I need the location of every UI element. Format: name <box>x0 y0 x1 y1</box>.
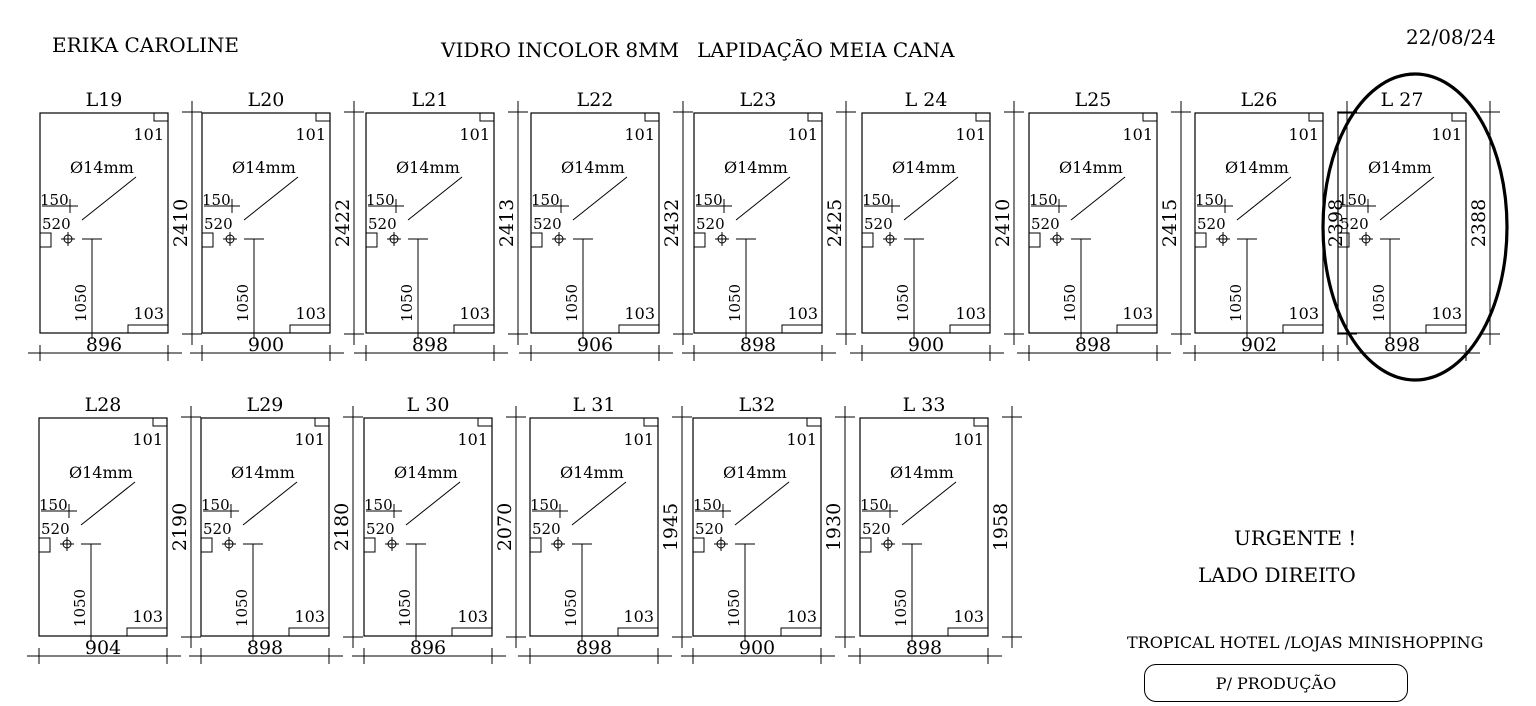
bottom-notch-label: 103 <box>1288 304 1319 323</box>
top-notch-label: 101 <box>787 125 818 144</box>
top-notch-label: 101 <box>133 125 164 144</box>
bottom-notch-label: 103 <box>457 607 488 626</box>
hole-offset-label: 150 <box>860 496 889 514</box>
hinge-height-label: 1050 <box>1227 283 1245 323</box>
panel-height: 2398 <box>1325 198 1347 248</box>
panel-label: L 33 <box>902 394 946 416</box>
top-notch-label: 101 <box>786 430 817 449</box>
top-notch <box>316 113 330 121</box>
panel-label: L 24 <box>904 89 948 111</box>
top-notch-label: 101 <box>953 430 984 449</box>
side-note: LADO DIREITO <box>1198 563 1356 587</box>
top-notch-label: 101 <box>624 125 655 144</box>
glass-spec <box>441 38 955 62</box>
panel-label: L29 <box>246 394 284 416</box>
hole-diameter-label: Ø14mm <box>723 463 787 482</box>
panel-height: 1930 <box>823 502 845 552</box>
hinge-height-label: 1050 <box>1061 283 1079 323</box>
hole-diameter-label: Ø14mm <box>892 158 956 177</box>
top-notch-label: 101 <box>1288 125 1319 144</box>
top-notch <box>644 418 658 426</box>
top-notch-label: 101 <box>459 125 490 144</box>
glass-panel <box>850 89 1024 361</box>
top-notch <box>1452 113 1466 121</box>
hole-offset-label: 150 <box>201 496 230 514</box>
panel-label: L23 <box>739 89 777 111</box>
hinge-height-label: 1050 <box>233 588 251 628</box>
hinge-cutout <box>1029 233 1040 247</box>
top-notch-label: 101 <box>295 125 326 144</box>
hole-leader-line <box>408 177 462 220</box>
panel-width: 898 <box>905 637 943 659</box>
hole-diameter-label: Ø14mm <box>394 463 458 482</box>
hinge-height-label: 1050 <box>563 283 581 323</box>
panel-label: L22 <box>576 89 614 111</box>
panel-height: 1958 <box>990 502 1012 552</box>
panel-label: L32 <box>738 394 776 416</box>
bottom-notch <box>128 325 168 333</box>
bottom-notch-label: 103 <box>955 304 986 323</box>
panel-height: 2410 <box>170 198 192 248</box>
top-notch <box>807 418 821 426</box>
hinge-height-label: 1050 <box>396 588 414 628</box>
hinge-height-label: 1050 <box>726 283 744 323</box>
hinge-cutout <box>862 233 873 247</box>
hole-height-label: 520 <box>204 215 233 233</box>
panel-width: 896 <box>85 334 123 356</box>
hole-offset-label: 150 <box>1338 191 1367 209</box>
hole-diameter-label: Ø14mm <box>232 158 296 177</box>
glass-panel <box>190 89 364 361</box>
hole-offset-label: 150 <box>1029 191 1058 209</box>
hole-height-label: 520 <box>366 520 395 538</box>
top-notch-label: 101 <box>294 430 325 449</box>
glass-panel <box>518 394 692 664</box>
bottom-notch-label: 103 <box>133 304 164 323</box>
hole-offset-label: 150 <box>531 191 560 209</box>
top-notch <box>478 418 492 426</box>
glass-panel <box>681 394 855 664</box>
hinge-cutout <box>201 538 212 552</box>
top-notch-label: 101 <box>1431 125 1462 144</box>
panel-label: L28 <box>84 394 122 416</box>
top-notch <box>153 418 167 426</box>
urgent-note: URGENTE ! <box>1234 526 1357 550</box>
hole-leader-line <box>82 177 136 220</box>
hole-leader-line <box>1380 177 1434 220</box>
hole-diameter-label: Ø14mm <box>1368 158 1432 177</box>
hole-height-label: 520 <box>862 520 891 538</box>
hole-leader-line <box>243 482 297 525</box>
hole-diameter-label: Ø14mm <box>70 158 134 177</box>
glass-panel <box>352 394 526 664</box>
panel-label: L19 <box>85 89 123 111</box>
hinge-cutout <box>693 538 704 552</box>
top-notch <box>315 418 329 426</box>
bottom-notch-label: 103 <box>1431 304 1462 323</box>
project-name: TROPICAL HOTEL /LOJAS MINISHOPPING <box>1127 633 1484 652</box>
hinge-cutout <box>530 538 541 552</box>
hole-height-label: 520 <box>368 215 397 233</box>
hole-leader-line <box>572 482 626 525</box>
bottom-notch-label: 103 <box>953 607 984 626</box>
hole-offset-label: 150 <box>530 496 559 514</box>
hole-offset-label: 150 <box>693 496 722 514</box>
panel-label: L25 <box>1074 89 1112 111</box>
hole-height-label: 520 <box>42 215 71 233</box>
panel-width: 898 <box>246 637 284 659</box>
top-notch-label: 101 <box>623 430 654 449</box>
panel-height: 2413 <box>496 198 518 248</box>
panel-height: 2190 <box>169 502 191 552</box>
bottom-notch-label: 103 <box>786 607 817 626</box>
hinge-height-label: 1050 <box>398 283 416 323</box>
hole-leader-line <box>902 482 956 525</box>
hole-height-label: 520 <box>203 520 232 538</box>
panel-width: 902 <box>1240 334 1278 356</box>
panel-label: L26 <box>1240 89 1278 111</box>
hole-leader-line <box>1071 177 1125 220</box>
bottom-notch <box>454 325 494 333</box>
hole-diameter-label: Ø14mm <box>560 463 624 482</box>
bottom-notch-label: 103 <box>1122 304 1153 323</box>
bottom-notch <box>950 325 990 333</box>
panel-height: 2432 <box>661 198 683 248</box>
hinge-height-label: 1050 <box>234 283 252 323</box>
bottom-notch <box>1117 325 1157 333</box>
glass-panel <box>1183 89 1357 361</box>
hinge-height-label: 1050 <box>725 588 743 628</box>
top-notch <box>154 113 168 121</box>
hole-offset-label: 150 <box>1195 191 1224 209</box>
top-notch-label: 101 <box>457 430 488 449</box>
bottom-notch-label: 103 <box>295 304 326 323</box>
hole-leader-line <box>735 482 789 525</box>
hole-height-label: 520 <box>533 215 562 233</box>
status-stamp <box>1144 664 1408 702</box>
hinge-cutout <box>39 538 50 552</box>
order-date: 22/08/24 <box>1406 25 1496 49</box>
panel-width: 896 <box>409 637 447 659</box>
hinge-height-label: 1050 <box>894 283 912 323</box>
glass-panel <box>27 394 201 664</box>
hinge-cutout <box>860 538 871 552</box>
bottom-notch-label: 103 <box>624 304 655 323</box>
hole-height-label: 520 <box>864 215 893 233</box>
bottom-notch <box>452 628 492 636</box>
glass-panel <box>189 394 363 664</box>
bottom-notch <box>782 325 822 333</box>
hole-leader-line <box>244 177 298 220</box>
hole-offset-label: 150 <box>39 496 68 514</box>
hole-height-label: 520 <box>1340 215 1369 233</box>
top-notch <box>974 418 988 426</box>
hole-leader-line <box>736 177 790 220</box>
panel-label: L 27 <box>1380 89 1424 111</box>
panel-height: 2070 <box>494 502 516 552</box>
hole-diameter-label: Ø14mm <box>890 463 954 482</box>
glass-panel <box>682 89 856 361</box>
hinge-height-label: 1050 <box>892 588 910 628</box>
hinge-cutout <box>694 233 705 247</box>
panel-label: L 31 <box>572 394 616 416</box>
panel-label: L 30 <box>406 394 450 416</box>
panel-height: 2410 <box>992 198 1014 248</box>
edge-finish: LAPIDAÇÃO MEIA CANA <box>697 38 955 62</box>
hinge-height-label: 1050 <box>71 588 89 628</box>
hole-height-label: 520 <box>41 520 70 538</box>
panel-width: 904 <box>84 637 122 659</box>
hinge-cutout <box>364 538 375 552</box>
bottom-notch-label: 103 <box>623 607 654 626</box>
panel-label: L21 <box>411 89 449 111</box>
bottom-notch-label: 103 <box>459 304 490 323</box>
hole-leader-line <box>81 482 135 525</box>
hinge-cutout <box>202 233 213 247</box>
top-notch <box>480 113 494 121</box>
panel-width: 898 <box>739 334 777 356</box>
hole-offset-label: 150 <box>364 496 393 514</box>
hinge-cutout <box>1195 233 1206 247</box>
glass-panel <box>519 89 693 361</box>
hinge-height-label: 1050 <box>72 283 90 323</box>
panel-height: 2180 <box>331 502 353 552</box>
hinge-cutout <box>366 233 377 247</box>
hole-leader-line <box>573 177 627 220</box>
bottom-notch <box>1426 325 1466 333</box>
panel-width: 898 <box>575 637 613 659</box>
panel-label: L20 <box>247 89 285 111</box>
top-notch-label: 101 <box>955 125 986 144</box>
bottom-notch-label: 103 <box>132 607 163 626</box>
bottom-notch <box>1283 325 1323 333</box>
glass-panel <box>354 89 528 361</box>
panel-width: 898 <box>1383 334 1421 356</box>
hole-diameter-label: Ø14mm <box>231 463 295 482</box>
panel-width: 900 <box>907 334 945 356</box>
hole-offset-label: 150 <box>694 191 723 209</box>
hole-height-label: 520 <box>695 520 724 538</box>
hole-height-label: 520 <box>1197 215 1226 233</box>
bottom-notch <box>781 628 821 636</box>
hole-diameter-label: Ø14mm <box>561 158 625 177</box>
glass-panel <box>1323 74 1507 380</box>
panel-height: 2388 <box>1468 198 1490 248</box>
panel-width: 900 <box>247 334 285 356</box>
bottom-notch-label: 103 <box>787 304 818 323</box>
top-notch <box>808 113 822 121</box>
panel-height: 1945 <box>660 502 682 552</box>
top-notch-label: 101 <box>132 430 163 449</box>
top-notch-label: 101 <box>1122 125 1153 144</box>
hole-offset-label: 150 <box>202 191 231 209</box>
glass-panel <box>848 394 1022 664</box>
glass-panel <box>28 89 202 361</box>
hole-leader-line <box>904 177 958 220</box>
top-notch <box>645 113 659 121</box>
hole-offset-label: 150 <box>40 191 69 209</box>
panel-height: 2415 <box>1159 198 1181 248</box>
hole-diameter-label: Ø14mm <box>1225 158 1289 177</box>
bottom-notch <box>290 325 330 333</box>
top-notch <box>1309 113 1323 121</box>
top-notch <box>976 113 990 121</box>
hole-diameter-label: Ø14mm <box>396 158 460 177</box>
hinge-height-label: 1050 <box>1370 283 1388 323</box>
hole-leader-line <box>406 482 460 525</box>
bottom-notch <box>619 325 659 333</box>
bottom-notch-label: 103 <box>294 607 325 626</box>
bottom-notch <box>127 628 167 636</box>
hole-diameter-label: Ø14mm <box>69 463 133 482</box>
client-name: ERIKA CAROLINE <box>52 33 239 57</box>
top-notch <box>1143 113 1157 121</box>
panel-width: 906 <box>576 334 614 356</box>
hole-height-label: 520 <box>532 520 561 538</box>
glass-panel <box>1017 89 1191 361</box>
hole-diameter-label: Ø14mm <box>724 158 788 177</box>
hole-offset-label: 150 <box>366 191 395 209</box>
panel-height: 2422 <box>332 198 354 248</box>
panel-width: 898 <box>1074 334 1112 356</box>
bottom-notch <box>618 628 658 636</box>
bottom-notch <box>289 628 329 636</box>
hinge-cutout <box>40 233 51 247</box>
hole-offset-label: 150 <box>862 191 891 209</box>
hinge-cutout <box>531 233 542 247</box>
hole-diameter-label: Ø14mm <box>1059 158 1123 177</box>
hinge-height-label: 1050 <box>562 588 580 628</box>
glass-type: VIDRO INCOLOR 8MM <box>441 38 680 62</box>
panel-height: 2425 <box>824 198 846 248</box>
status-label: P/ PRODUÇÃO <box>1215 673 1337 693</box>
panel-width: 898 <box>411 334 449 356</box>
panel-width: 900 <box>738 637 776 659</box>
hole-leader-line <box>1237 177 1291 220</box>
bottom-notch <box>948 628 988 636</box>
hole-height-label: 520 <box>1031 215 1060 233</box>
hole-height-label: 520 <box>696 215 725 233</box>
